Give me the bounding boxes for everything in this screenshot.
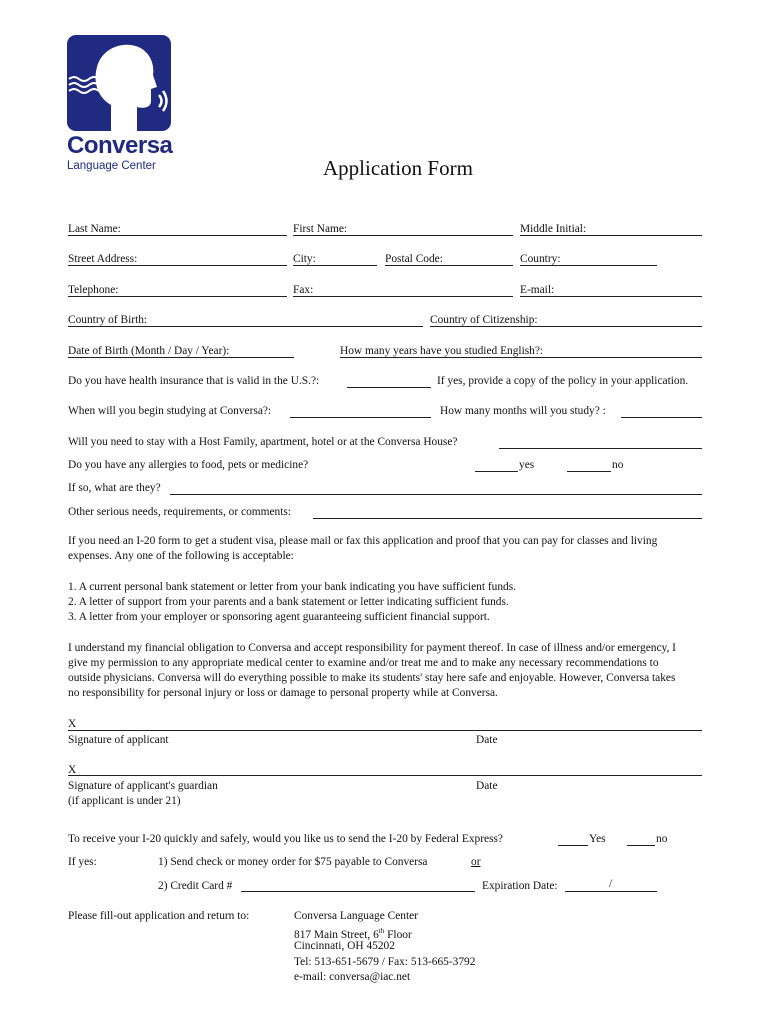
first-name-field[interactable] (293, 235, 513, 236)
email-label: E-mail: (520, 284, 555, 296)
country-of-birth-field[interactable] (68, 326, 423, 327)
allergies-yes-label: yes (519, 459, 535, 471)
logo-name: Conversa (67, 132, 173, 159)
city-field[interactable] (293, 265, 377, 266)
country-of-citizenship-field[interactable] (430, 326, 702, 327)
country-label: Country: (520, 253, 561, 265)
obligation-line: outside physicians. Conversa will do everything possible to make its students' stay here safe and enjoyable. However, Conversa takes (68, 672, 676, 684)
country-of-citizenship-label: Country of Citizenship: (430, 314, 538, 326)
return-email: e-mail: conversa@iac.net (294, 971, 411, 983)
last-name-field[interactable] (68, 235, 287, 236)
last-name-label: Last Name: (68, 223, 121, 235)
fax-label: Fax: (293, 284, 314, 296)
insurance-copy-note: If yes, provide a copy of the policy in your application. (437, 375, 689, 387)
guardian-x-mark: X (68, 764, 77, 776)
middle-initial-label: Middle Initial: (520, 223, 587, 235)
applicant-x-mark: X (68, 718, 77, 730)
acceptable-list (68, 580, 744, 625)
applicant-signature-label: Signature of applicant (68, 734, 169, 746)
return-org: Conversa Language Center (294, 910, 418, 922)
visa-line: If you need an I-20 form to get a student visa, please mail or fax this application and proof that you can pay for classes and living (68, 535, 658, 547)
fedex-yes-blank[interactable] (558, 845, 588, 846)
email-field[interactable] (520, 296, 702, 297)
date-of-birth-field[interactable] (68, 357, 294, 358)
or-label: or (471, 856, 481, 868)
street-address-label: Street Address: (68, 253, 138, 265)
return-label: Please fill-out application and return to: (68, 910, 250, 922)
obligation-line: I understand my financial obligation to Conversa and accept responsibility for payment thereof. In case of illness and/or emergency, I (68, 642, 676, 654)
middle-initial-field[interactable] (520, 235, 702, 236)
months-study-field[interactable] (621, 417, 702, 418)
obligation-paragraph (68, 641, 744, 701)
page-title: Application Form (323, 156, 473, 180)
begin-studying-label: When will you begin studying at Conversa?: (68, 405, 272, 417)
guardian-note: (if applicant is under 21) (68, 795, 181, 807)
expiration-slash: / (609, 878, 613, 890)
obligation-line: give my permission to any appropriate medical center to examine and/or treat me and to make any necessary recommendations to (68, 657, 659, 669)
city-label: City: (293, 253, 316, 265)
guardian-date-label: Date (476, 780, 498, 792)
allergies-no-blank[interactable] (567, 471, 611, 472)
expiration-field[interactable] (565, 891, 657, 892)
fedex-yes-label: Yes (589, 833, 606, 845)
country-of-birth-label: Country of Birth: (68, 314, 148, 326)
street-main: 817 Main Street, 6 (294, 928, 379, 941)
country-field[interactable] (520, 265, 657, 266)
postal-code-label: Postal Code: (385, 253, 443, 265)
allergies-label: Do you have any allergies to food, pets or medicine? (68, 459, 309, 471)
logo-subtitle: Language Center (67, 160, 156, 172)
list-item: 2. A letter of support from your parents and a bank statement or letter indicating sufficient funds. (68, 596, 509, 608)
check-option: 1) Send check or money order for $75 payable to Conversa (158, 856, 428, 868)
credit-card-label: 2) Credit Card # (158, 880, 233, 892)
other-needs-field[interactable] (313, 518, 702, 519)
list-item: 3. A letter from your employer or sponsoring agent guaranteeing sufficient financial support. (68, 611, 490, 623)
allergy-details-field[interactable] (170, 494, 702, 495)
telephone-label: Telephone: (68, 284, 119, 296)
visa-paragraph (68, 534, 744, 564)
begin-studying-field[interactable] (290, 417, 431, 418)
fedex-no-label: no (656, 833, 668, 845)
return-city: Cincinnati, OH 45202 (294, 940, 395, 952)
street-floor: Floor (384, 928, 412, 941)
fedex-no-blank[interactable] (627, 845, 655, 846)
years-studied-label: How many years have you studied English?: (340, 345, 544, 357)
allergies-yes-blank[interactable] (475, 471, 518, 472)
obligation-line: no responsibility for personal injury or loss or damage to personal property while at Conversa. (68, 687, 498, 699)
telephone-field[interactable] (68, 296, 287, 297)
visa-line: expenses. Any one of the following is acceptable: (68, 550, 294, 562)
expiration-label: Expiration Date: (482, 880, 558, 892)
postal-code-field[interactable] (385, 265, 513, 266)
years-studied-field[interactable] (340, 357, 702, 358)
if-yes-label: If yes: (68, 856, 97, 868)
health-insurance-label: Do you have health insurance that is valid in the U.S.?: (68, 375, 320, 387)
health-insurance-field[interactable] (347, 387, 431, 388)
applicant-date-label: Date (476, 734, 498, 746)
guardian-signature-field[interactable] (68, 775, 702, 776)
list-item: 1. A current personal bank statement or letter from your bank indicating you have sufficient funds. (68, 581, 517, 593)
guardian-signature-label: Signature of applicant's guardian (68, 780, 218, 792)
fedex-question: To receive your I-20 quickly and safely, would you like us to send the I-20 by Federal Express? (68, 833, 503, 845)
date-of-birth-label: Date of Birth (Month / Day / Year): (68, 345, 230, 357)
host-family-label: Will you need to stay with a Host Family, apartment, hotel or at the Conversa House? (68, 436, 458, 448)
street-address-field[interactable] (68, 265, 287, 266)
applicant-signature-field[interactable] (68, 730, 702, 731)
host-family-field[interactable] (499, 448, 702, 449)
logo-mark (67, 35, 171, 131)
allergies-no-label: no (612, 459, 624, 471)
first-name-label: First Name: (293, 223, 348, 235)
head-speaking-icon (67, 35, 171, 131)
allergy-details-label: If so, what are they? (68, 482, 161, 494)
street-ordinal: th (378, 927, 385, 935)
return-phone: Tel: 513-651-5679 / Fax: 513-665-3792 (294, 956, 476, 968)
other-needs-label: Other serious needs, requirements, or comments: (68, 506, 292, 518)
fax-field[interactable] (293, 296, 513, 297)
months-study-label: How many months will you study? : (440, 405, 606, 417)
credit-card-field[interactable] (241, 891, 475, 892)
